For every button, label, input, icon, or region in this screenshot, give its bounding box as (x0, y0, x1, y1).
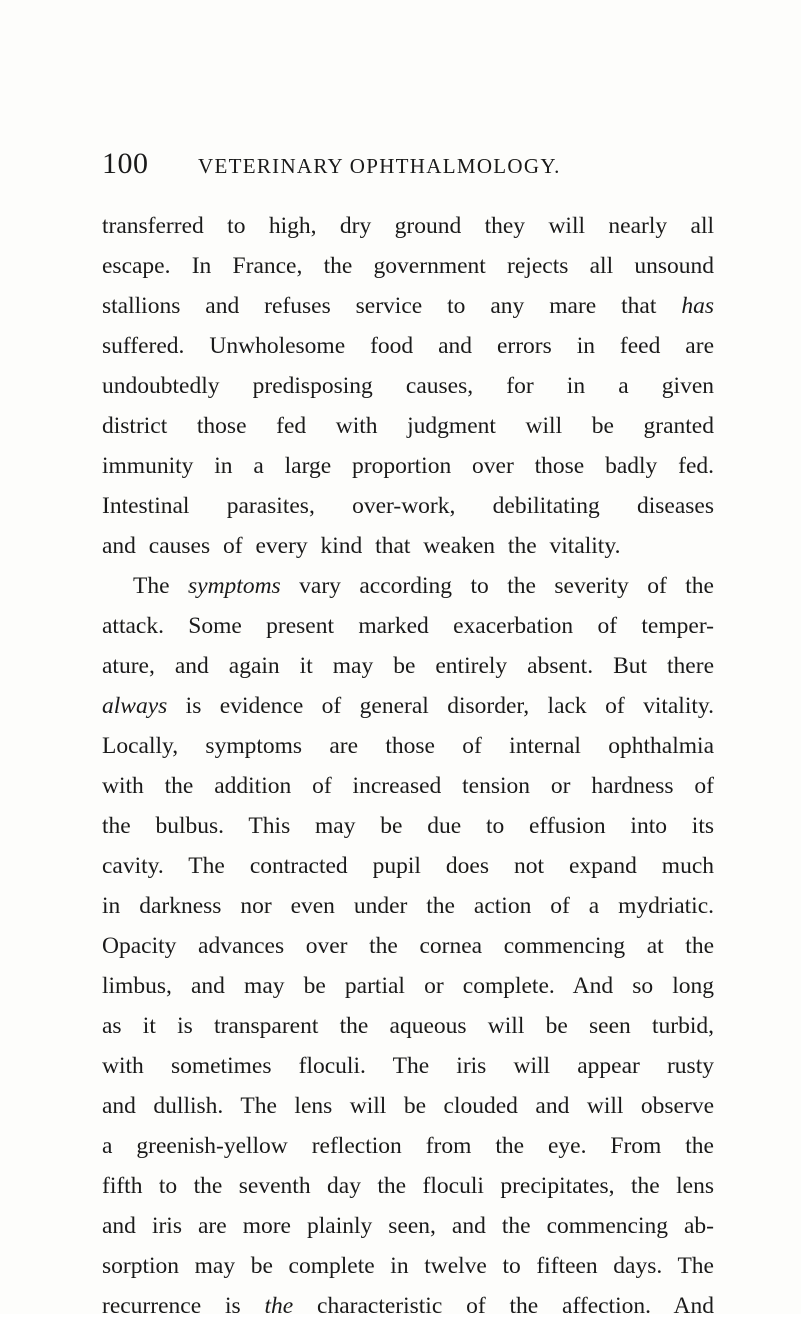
paragraph-start-line: The symptoms vary according to the severity of the (133, 573, 714, 599)
text-line: district those fed with judgment will be granted (102, 413, 714, 439)
text-line: immunity in a large proportion over those badly fed. (102, 453, 714, 479)
text-line: recurrence is the characteristic of the affection. And (102, 1293, 714, 1319)
page-number: 100 (102, 147, 149, 180)
text-line: a greenish-yellow reflection from the eye. From the (102, 1133, 714, 1159)
text-line: Locally, symptoms are those of internal ophthalmia (102, 733, 714, 759)
text-line: with sometimes floculi. The iris will appear rusty (102, 1053, 714, 1079)
italic-word: always (102, 693, 168, 719)
text-line: ature, and again it may be entirely absent. But there (102, 653, 714, 679)
text-line: with the addition of increased tension or hardness of (102, 773, 714, 799)
italic-word: symptoms (188, 573, 281, 599)
text-line: the bulbus. This may be due to effusion into its (102, 813, 714, 839)
body-text (102, 206, 714, 1326)
text-line: stallions and refuses service to any mare that has (102, 293, 714, 319)
text-line: transferred to high, dry ground they will nearly all (102, 213, 714, 239)
text-line: attack. Some present marked exacerbation of temper- (102, 613, 714, 639)
text-line: always is evidence of general disorder, lack of vitality. (102, 693, 714, 719)
running-head (102, 144, 702, 184)
paragraph-end-line: and causes of every kind that weaken the vitality. (102, 533, 621, 559)
text-line: fifth to the seventh day the floculi precipitates, the lens (102, 1173, 714, 1199)
text-line: sorption may be complete in twelve to fifteen days. The (102, 1253, 714, 1279)
text-line: Intestinal parasites, over-work, debilitating diseases (102, 493, 714, 519)
text-line: as it is transparent the aqueous will be seen turbid, (102, 1013, 714, 1039)
text-line: and dullish. The lens will be clouded and will observe (102, 1093, 714, 1119)
text-line: in darkness nor even under the action of a mydriatic. (102, 893, 714, 919)
text-line: cavity. The contracted pupil does not expand much (102, 853, 714, 879)
text-line: limbus, and may be partial or complete. And so long (102, 973, 714, 999)
text-line: and iris are more plainly seen, and the commencing ab- (102, 1213, 714, 1239)
text-line: suffered. Unwholesome food and errors in feed are (102, 333, 714, 359)
text-line: escape. In France, the government rejects all unsound (102, 253, 714, 279)
italic-word: the (264, 1293, 294, 1319)
italic-word: has (681, 293, 714, 319)
running-title: VETERINARY OPHTHALMOLOGY. (198, 154, 561, 178)
text-line: undoubtedly predisposing causes, for in a given (102, 373, 714, 399)
text-line: Opacity advances over the cornea commencing at the (102, 933, 714, 959)
